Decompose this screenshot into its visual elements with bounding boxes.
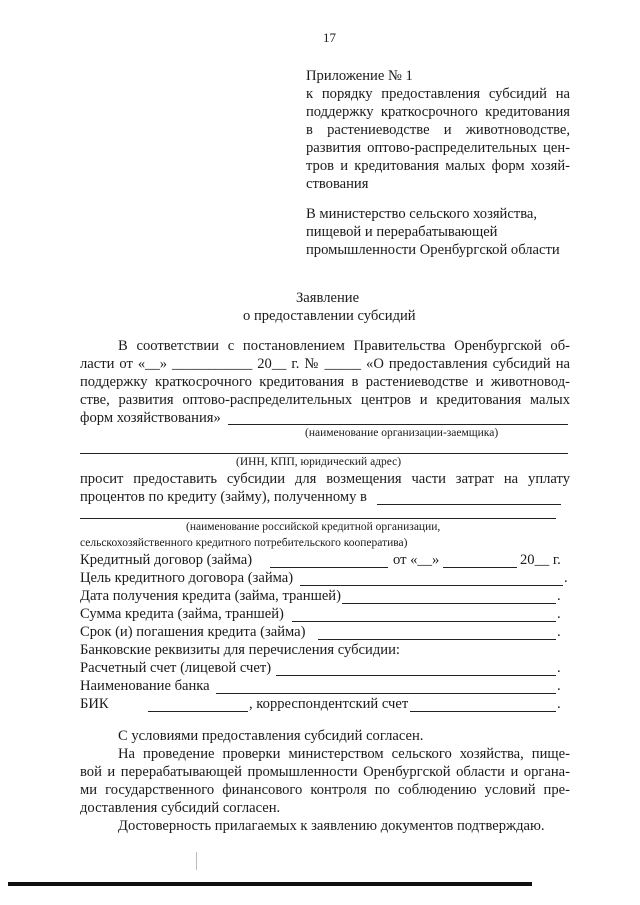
credit-contract-label: Кредитный договор (займа) — [80, 552, 253, 568]
corr-account-field[interactable] — [410, 711, 556, 712]
appendix-line: ствования — [306, 176, 369, 192]
check-line: ми государственного финансового контроля по соблюдению условий пре- — [80, 782, 570, 798]
credit-contract-from: от «__» — [393, 552, 440, 568]
receipt-date-field[interactable] — [342, 603, 556, 604]
bank-name-field-2[interactable] — [80, 518, 556, 519]
corr-account-period: . — [557, 696, 561, 712]
document-subtitle: о предоставлении субсидий — [243, 308, 416, 324]
bik-field[interactable] — [148, 711, 248, 712]
account-label: Расчетный счет (лицевой счет) — [80, 660, 272, 676]
check-line: доставления субсидий согласен. — [80, 800, 281, 816]
bik-label: БИК — [80, 696, 109, 712]
purpose-period: . — [564, 570, 568, 586]
bank-name-field[interactable] — [377, 504, 561, 505]
bank-name-period: . — [557, 678, 561, 694]
appendix-title: Приложение № 1 — [306, 68, 413, 84]
bank-name-caption: сельскохозяйственного кредитного потребительского кооператива) — [80, 537, 408, 549]
amount-field[interactable] — [292, 621, 556, 622]
account-period: . — [557, 660, 561, 676]
bank-details-label: Банковские реквизиты для перечисления субсидии: — [80, 642, 400, 658]
page-number: 17 — [323, 30, 336, 45]
org-name-caption: (наименование организации-заемщика) — [305, 427, 499, 439]
bank-name-label: Наименование банка — [80, 678, 210, 694]
receipt-date-label: Дата получения кредита (займа, траншей) — [80, 588, 341, 604]
appendix-line: к порядку предоставления субсидий на — [306, 86, 570, 102]
request-line: просит предоставить субсидии для возмещения части затрат на уплату — [80, 471, 570, 487]
addressee-line: пищевой и перерабатывающей — [306, 224, 498, 240]
check-line: На проведение проверки министерством сельского хозяйства, пище- — [118, 746, 570, 762]
confirm-text: Достоверность прилагаемых к заявлению документов подтверждаю. — [118, 818, 545, 834]
purpose-label: Цель кредитного договора (займа) — [80, 570, 294, 586]
intro-line: ласти от «__» ___________ 20__ г. № _____ «О предоставления субсидий на — [80, 356, 570, 372]
repayment-field[interactable] — [318, 639, 556, 640]
inn-caption: (ИНН, КПП, юридический адрес) — [236, 456, 402, 468]
bank-name-input[interactable] — [216, 693, 556, 694]
scan-speck — [196, 852, 197, 870]
addressee-line: промышленности Оренбургской области — [306, 242, 560, 258]
account-field[interactable] — [276, 675, 556, 676]
intro-line: В соответствии с постановлением Правительства Оренбургской об- — [118, 338, 570, 354]
request-line: процентов по кредиту (займу), полученному в — [80, 489, 367, 505]
appendix-line: развития оптово-распределительных цен- — [306, 140, 570, 156]
credit-contract-year: 20__ г. — [520, 552, 561, 568]
appendix-line: поддержку краткосрочного кредитования — [306, 104, 570, 120]
appendix-line: в растениеводстве и животноводстве, — [306, 122, 570, 138]
credit-contract-field[interactable] — [270, 567, 388, 568]
amount-label: Сумма кредита (займа, траншей) — [80, 606, 284, 622]
intro-line: форм хозяйствования» — [80, 410, 221, 426]
intro-line: поддержку краткосрочного кредитования в растениеводстве и животновод- — [80, 374, 570, 390]
repayment-label: Срок (и) погашения кредита (займа) — [80, 624, 306, 640]
check-line: вой и перерабатывающей промышленности Оренбургской области и органа- — [80, 764, 570, 780]
org-name-field[interactable] — [228, 424, 568, 425]
bank-name-caption: (наименование российской кредитной организации, — [186, 521, 441, 533]
inn-field[interactable] — [80, 453, 568, 454]
appendix-line: тров и кредитования малых форм хозяй- — [306, 158, 570, 174]
intro-line: стве, развития оптово-распределительных центров и кредитования малых — [80, 392, 570, 408]
addressee-line: В министерство сельского хозяйства, — [306, 206, 538, 222]
purpose-field[interactable] — [300, 585, 563, 586]
receipt-date-period: . — [557, 588, 561, 604]
repayment-period: . — [557, 624, 561, 640]
corr-account-label: , корреспондентский счет — [249, 696, 409, 712]
amount-period: . — [557, 606, 561, 622]
document-title: Заявление — [296, 290, 360, 306]
agree-text: С условиями предоставления субсидий согласен. — [118, 728, 424, 744]
bottom-scan-bar — [8, 882, 532, 886]
credit-contract-date-field[interactable] — [443, 567, 517, 568]
